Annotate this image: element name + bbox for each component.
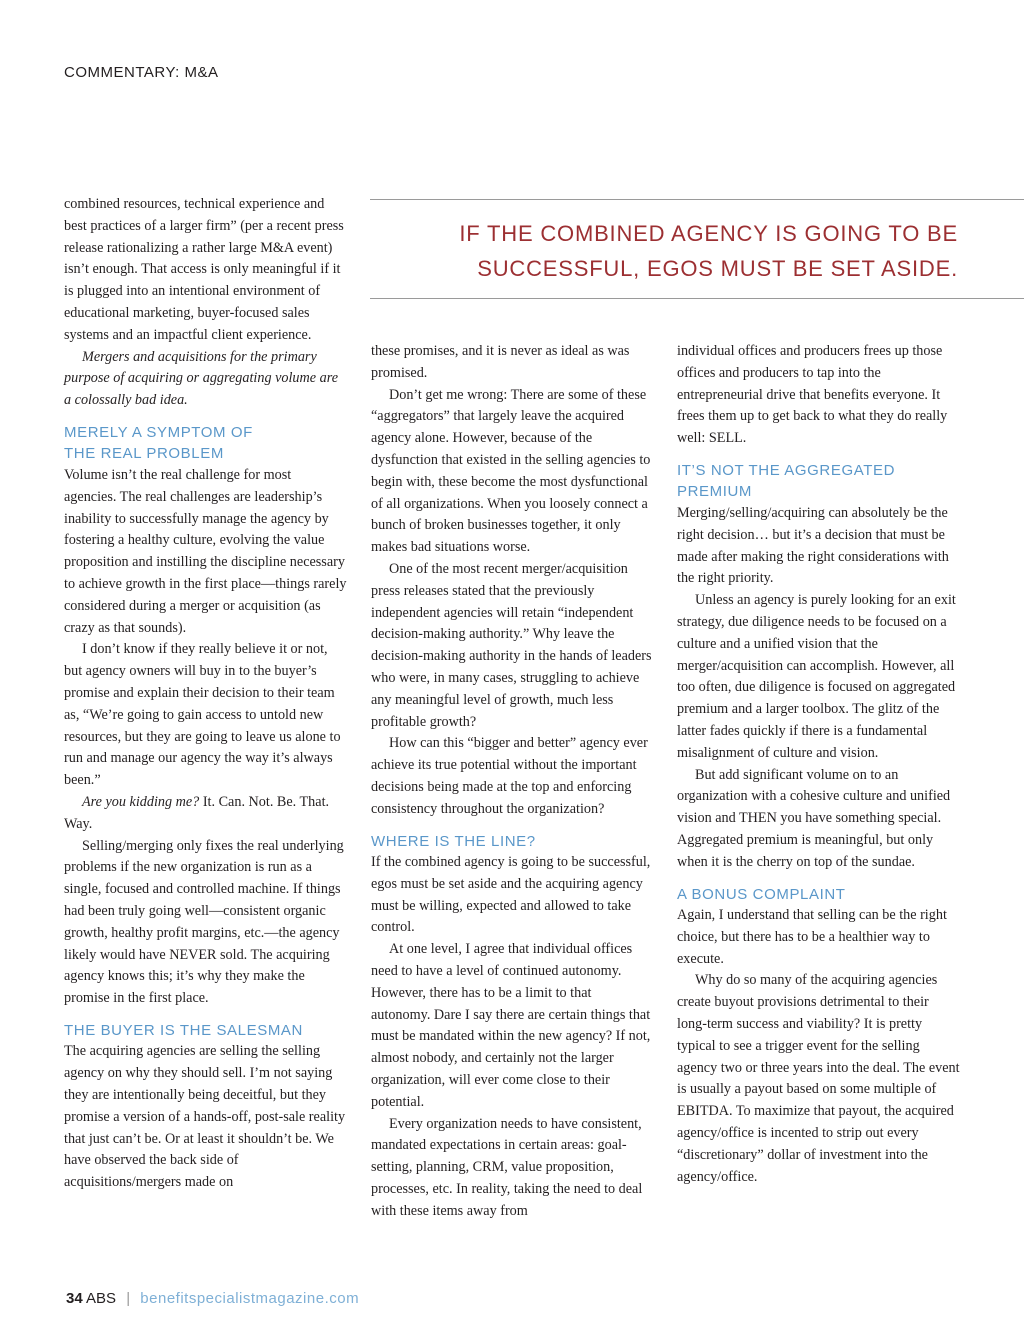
- page-number: 34: [66, 1290, 83, 1307]
- paragraph: But add significant volume on to an organization with a cohesive culture and unified vision and THEN you have something special. Aggregated premium is meaningful, but only when it is the cherry on top of the sundae.: [677, 766, 951, 870]
- subheading-symptom: MERELY A SYMPTOM OF THE REAL PROBLEM: [64, 423, 253, 463]
- paragraph: combined resources, technical experience and best practices of a larger firm” (per a recent press release rationalizing a rather large M&A event) isn’t enough. That access is only meaningful if it is plugged into an intentional environment of educational marketing, buyer-focused sales systems and an impactful client experience.: [64, 196, 344, 343]
- paragraph: [64, 792, 347, 836]
- column-middle: [371, 341, 654, 1223]
- website-url: benefitspecialistmagazine.com: [140, 1290, 360, 1307]
- paragraph: If the combined agency is going to be successful, egos must be set aside and the acquiring agency must be willing, expected and allowed to take control.: [371, 854, 651, 936]
- column-left: [64, 194, 347, 1194]
- section-label: COMMENTARY: M&A: [64, 64, 219, 81]
- paragraph: Again, I understand that selling can be the right choice, but there has to be a healthier way to execute.: [677, 907, 947, 967]
- paragraph: Why do so many of the acquiring agencies create buyout provisions detrimental to their long-term success and viability? It is pretty typical to see a trigger event for the selling agency two or three years into the deal. The event is usually a payout based on some multiple of EBITDA. To maximize that payout, the acquired agency/office is incented to strip out every “discretionary” dollar of investment into the agency/office.: [677, 972, 960, 1185]
- paragraph: these promises, and it is never as ideal as was promised.: [371, 343, 630, 381]
- paragraph: Volume isn’t the real challenge for most agencies. The real challenges are leadership’s inability to successfully manage the agency by fostering a healthy culture, evolving the value proposition and instilling the discipline necessary to achieve growth in the first place—things rarely considered during a merger or acquisition (as crazy as that sounds).: [64, 466, 347, 636]
- paragraph: individual offices and producers frees up those offices and producers to tap into the entrepreneurial drive that benefits everyone. It frees them up to get back to what they do really well: SELL.: [677, 343, 948, 447]
- magazine-name: ABS: [86, 1290, 117, 1307]
- paragraph: Merging/selling/acquiring can absolutely be the right decision… but it’s a decision that must be made after making the right considerations with the right priority.: [677, 504, 949, 587]
- paragraph-rest: It. Can. Not. Be. That. Way.: [64, 793, 330, 832]
- paragraph: Don’t get me wrong: There are some of these “aggregators” that largely leave the acquired agency alone. However, because of the dysfunction that existed in the selling agencies to begin with, these become the most dysfunctional of all organizations. When you loosely connect a bunch of broken businesses together, it only makes bad situations worse.: [371, 386, 651, 556]
- paragraph: Every organization needs to have consistent, mandated expectations in certain areas: goal-setting, planning, CRM, value proposition, processes, etc. In reality, taking the need to deal with these items away from: [371, 1115, 643, 1219]
- paragraph: I don’t know if they really believe it or not, but agency owners will buy in to the buyer’s promise and explain their decision to their team as, “We’re going to gain access to untold new resources, but they are going to leave us alone to run and manage our agency the way it’s always been.”: [64, 641, 341, 789]
- footer-separator: |: [126, 1290, 131, 1307]
- subheading-buyer: THE BUYER IS THE SALESMAN: [64, 1021, 303, 1039]
- pull-quote-line-1: IF THE COMBINED AGENCY IS GOING TO BE: [459, 221, 958, 246]
- paragraph: How can this “bigger and better” agency ever achieve its true potential without the important decisions being made at the top and enforcing consistency throughout the organization?: [371, 735, 648, 817]
- paragraph: Selling/merging only fixes the real underlying problems if the new organization is run as a single, focused and controlled machine. If things had been truly going well—consistent organic growth, healthy profit margins, etc.—the agency likely would have NEVER sold. The acquiring agency knows this; it’s why they make the promise in the first place.: [64, 837, 344, 1007]
- pull-quote-text: [459, 216, 958, 286]
- paragraph-italic: Mergers and acquisitions for the primary purpose of acquiring or aggregating volume are a colossally bad idea.: [64, 348, 339, 409]
- column-right: [677, 341, 962, 1188]
- subheading-premium: IT’S NOT THE AGGREGATED PREMIUM: [677, 461, 895, 501]
- paragraph: The acquiring agencies are selling the selling agency on why they should sell. I’m not saying they are intentionally being deceitful, but they promise a version of a hands-off, post-sale reality that just can’t be. Or at least it shouldn’t be. We have observed the back side of acquisitions/mergers made on: [64, 1043, 346, 1191]
- pull-quote: [370, 199, 1024, 299]
- italic-phrase: Are you kidding me?: [82, 793, 200, 810]
- paragraph: One of the most recent merger/acquisition press releases stated that the previously independent agencies will retain “independent decision-making authority.” Why leave the decision-making authority in the hands of leaders who were, in many cases, struggling to achieve any meaningful level of growth, much less profitable growth?: [371, 560, 652, 730]
- paragraph: Unless an agency is purely looking for an exit strategy, due diligence needs to be focused on a culture and a unified vision that the merger/acquisition can accomplish. However, all too often, due diligence is focused on aggregated premium and a larger toolbox. The glitz of the latter fades quickly if there is a fundamental misalignment of culture and vision.: [677, 592, 956, 761]
- paragraph: At one level, I agree that individual offices need to have a level of continued autonomy. However, there has to be a limit to that autonomy. Dare I say there are certain things that must be mandated within the new agency? If not, almost nobody, and certainly not the larger organization, will ever come close to their potential.: [371, 941, 651, 1110]
- subheading-bonus: A BONUS COMPLAINT: [677, 885, 846, 903]
- page-footer: [66, 1290, 359, 1307]
- subheading-line: WHERE IS THE LINE?: [371, 832, 536, 850]
- pull-quote-line-2: SUCCESSFUL, EGOS MUST BE SET ASIDE.: [477, 256, 958, 281]
